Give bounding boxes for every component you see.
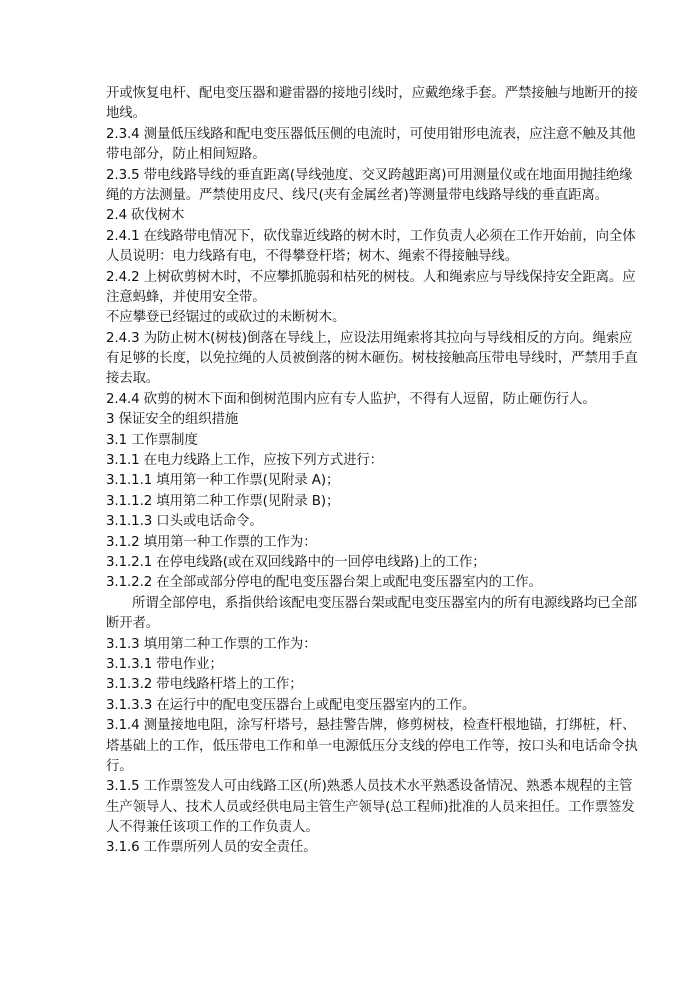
text-line: 2.4.4 砍剪的树木下面和倒树范围内应有专人监护，不得有人逗留，防止砸伤行人。 [106,391,596,407]
document-body [106,84,638,859]
text-line: 绳的方法测量。严禁使用皮尺、线尺(夹有金属丝者)等测量带电线路导线的垂直距离。 [106,187,608,203]
text-line: 2.3.4 测量低压线路和配电变压器低压侧的电流时，可使用钳形电流表，应注意不触及其他 [106,126,636,142]
text-line: 2.4.1 在线路带电情况下，砍伐靠近线路的树木时，工作负责人必须在工作开始前，向全体 [106,228,636,244]
section-heading: 2.4 砍伐树木 [106,208,185,224]
text-line: 2.3.5 带电线路导线的垂直距离(导线弛度、交叉跨越距离)可用测量仪或在地面用抛挂绝缘 [106,167,633,183]
text-line: 3.1.2.2 在全部或部分停电的配电变压器台架上或配电变压器室内的工作。 [106,575,542,591]
text-line: 3.1.2.1 在停电线路(或在双回线路中的一回停电线路)上的工作； [106,554,486,570]
text-line: 3.1.4 测量接地电阻，涂写杆塔号，悬挂警告牌，修剪树枝，检查杆根地锚，打绑桩，杆、 [106,718,636,734]
text-line: 3.1.3 填用第二种工作票的工作为： [106,636,317,652]
text-line: 3.1.1.3 口头或电话命令。 [106,514,263,530]
text-line: 不应攀登已经锯过的或砍过的未断树木。 [106,310,346,326]
text-line: 3.1.6 工作票所列人员的安全责任。 [106,840,317,856]
section-heading: 3.1 工作票制度 [106,432,198,448]
text-line: 塔基础上的工作，低压带电工作和单一电源低压分支线的停电工作等，按口头和电话命令执 [106,738,638,754]
text-line: 3.1.1.2 填用第二种工作票(见附录 B)； [106,493,340,509]
text-line: 所谓全部停电，系指供给该配电变压器台架或配电变压器室内的所有电源线路均已全部 [132,595,638,611]
text-line: 3.1.3.2 带电线路杆塔上的工作； [106,677,303,693]
text-line: 注意蚂蜂，并使用安全带。 [106,289,266,305]
text-line: 带电部分，防止相间短路。 [106,147,266,163]
text-line: 人员说明：电力线路有电，不得攀登杆塔；树木、绳索不得接触导线。 [106,249,519,265]
text-line: 2.4.2 上树砍剪树木时，不应攀抓脆弱和枯死的树枝。人和绳索应与导线保持安全距离。应 [106,269,636,285]
text-line: 3.1.1.1 填用第一种工作票(见附录 A)； [106,473,340,489]
text-line: 行。 [106,758,133,774]
text-line: 3.1.2 填用第一种工作票的工作为： [106,534,317,550]
text-line: 3.1.1 在电力线路上工作，应按下列方式进行： [106,453,383,469]
text-line: 3.1.3.1 带电作业； [106,656,223,672]
text-line: 接去取。 [106,371,160,387]
text-line: 2.4.3 为防止树木(树枝)倒落在导线上，应设法用绳索将其拉向与导线相反的方向。绳索应 [106,330,633,346]
text-line: 生产领导人、技术人员或经供电局主管生产领导(总工程师)批准的人员来担任。工作票签发 [106,799,635,815]
text-line: 有足够的长度，以免拉绳的人员被倒落的树木砸伤。树枝接触高压带电导线时，严禁用手直 [106,351,638,367]
text-line: 3.1.3.3 在运行中的配电变压器台上或配电变压器室内的工作。 [106,697,476,713]
text-line: 人不得兼任该项工作的工作负责人。 [106,820,319,836]
text-line: 地线。 [106,106,146,122]
text-line: 开或恢复电杆、配电变压器和避雷器的接地引线时，应戴绝缘手套。严禁接触与地断开的接 [106,86,638,101]
text-line: 3.1.5 工作票签发人可由线路工区(所)熟悉人员技术水平熟悉设备情况、熟悉本规程的主管 [106,779,633,795]
text-line: 断开者。 [106,616,160,632]
section-heading: 3 保证安全的组织措施 [106,412,239,428]
